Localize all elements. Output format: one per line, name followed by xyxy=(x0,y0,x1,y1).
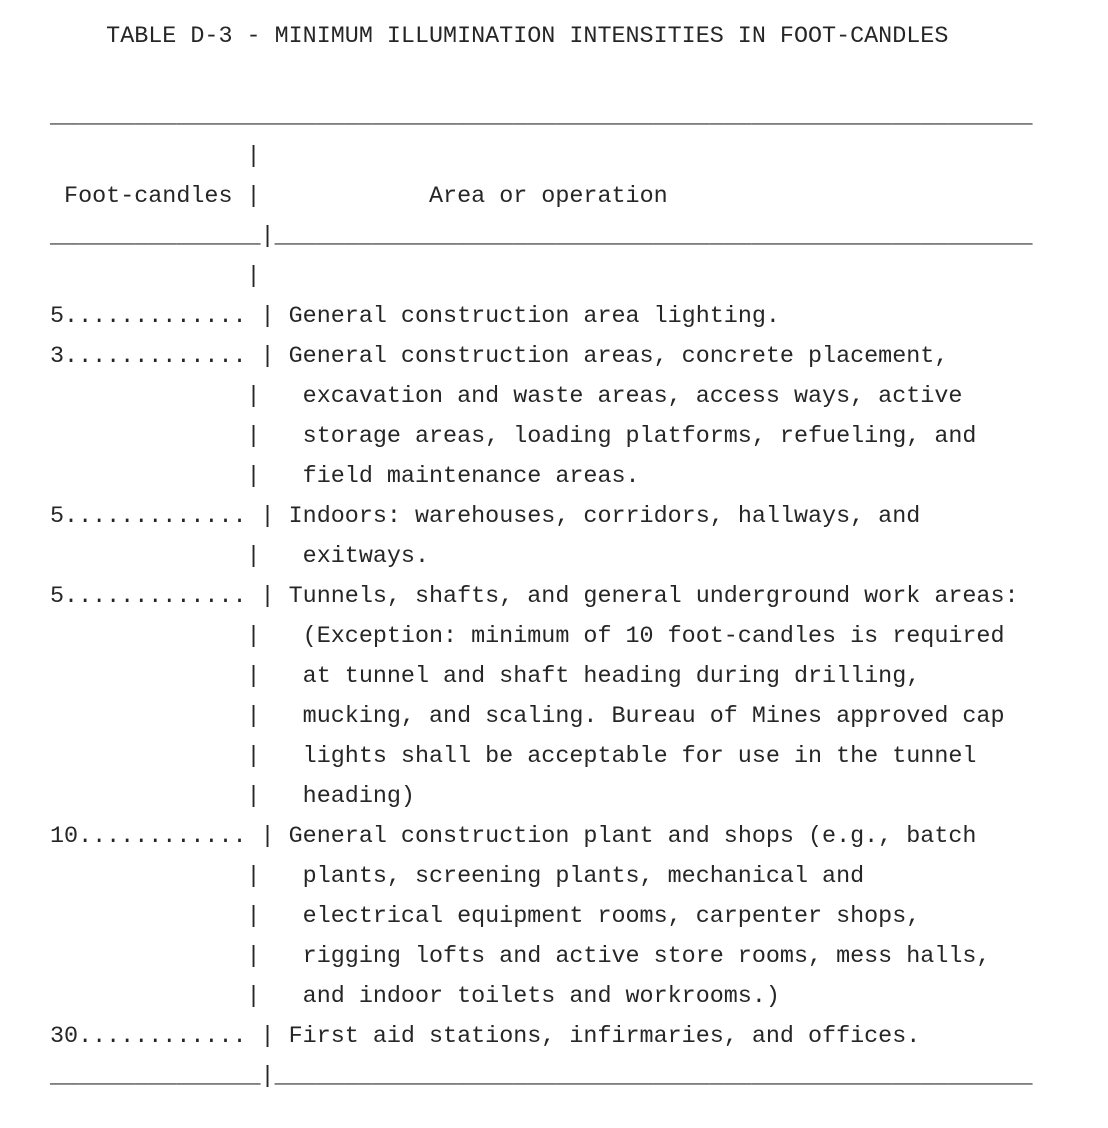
table-row xyxy=(50,1017,1033,1057)
table-row-continuation xyxy=(50,857,1033,897)
table-row-continuation xyxy=(50,897,1033,937)
area-text: Tunnels, shafts, and general underground work areas: xyxy=(288,584,1019,610)
table-row-continuation xyxy=(50,937,1033,977)
table-row-continuation xyxy=(50,617,1033,657)
area-text: at tunnel and shaft heading during drilling, xyxy=(302,664,921,690)
area-text: First aid stations, infirmaries, and offices. xyxy=(288,1024,921,1050)
column-divider: | xyxy=(50,784,303,810)
column-divider: | xyxy=(50,424,303,450)
column-divider: | xyxy=(50,264,261,290)
column-divider: | xyxy=(246,344,289,370)
area-text: Indoors: warehouses, corridors, hallways, and xyxy=(288,504,921,530)
column-divider: | xyxy=(50,864,303,890)
table-row-continuation xyxy=(50,537,1033,577)
area-text: (Exception: minimum of 10 foot-candles is required xyxy=(302,624,1005,650)
area-text: rigging lofts and active store rooms, mess halls, xyxy=(302,944,991,970)
column-divider: | xyxy=(50,744,303,770)
column-divider: | xyxy=(50,384,303,410)
area-text: field maintenance areas. xyxy=(302,464,640,490)
column-divider: | xyxy=(246,584,289,610)
area-text: mucking, and scaling. Bureau of Mines approved cap xyxy=(302,704,1005,730)
column-divider: | xyxy=(246,824,289,850)
foot-candles-value: 10............ xyxy=(50,824,247,850)
table-row-continuation xyxy=(50,657,1033,697)
area-text: and indoor toilets and workrooms.) xyxy=(302,984,780,1010)
title-indent xyxy=(50,24,106,50)
column-header-foot-candles: Foot-candles xyxy=(64,184,233,210)
table-title-text: TABLE D-3 - MINIMUM ILLUMINATION INTENSITIES IN FOOT-CANDLES xyxy=(106,24,949,50)
table-rule-bottom xyxy=(50,1057,1033,1097)
column-divider: | xyxy=(50,624,303,650)
area-text: General construction areas, concrete placement, xyxy=(288,344,949,370)
horizontal-rule: ______________________________________________________________________ xyxy=(50,104,1033,130)
table-row-continuation xyxy=(50,417,1033,457)
blank-line xyxy=(50,57,1033,97)
area-text: excavation and waste areas, access ways, active xyxy=(302,384,963,410)
table-row xyxy=(50,337,1033,377)
column-divider: | xyxy=(50,464,303,490)
area-text: heading) xyxy=(302,784,415,810)
table-rule-mid xyxy=(50,217,1033,257)
table-row xyxy=(50,577,1033,617)
column-divider: | xyxy=(232,184,430,210)
horizontal-rule: _______________|______________________________________________________ xyxy=(50,1064,1033,1090)
column-divider: | xyxy=(246,504,289,530)
table-row xyxy=(50,817,1033,857)
horizontal-rule: _______________|______________________________________________________ xyxy=(50,224,1033,250)
column-divider: | xyxy=(50,984,303,1010)
area-text: lights shall be acceptable for use in the tunnel xyxy=(302,744,977,770)
table-title xyxy=(50,17,1033,57)
area-text: plants, screening plants, mechanical and xyxy=(302,864,865,890)
foot-candles-value: 5............. xyxy=(50,304,247,330)
column-header-area: Area or operation xyxy=(429,184,668,210)
area-text: exitways. xyxy=(302,544,430,570)
column-divider: | xyxy=(50,544,303,570)
table-row-continuation xyxy=(50,977,1033,1017)
area-text: storage areas, loading platforms, refueling, and xyxy=(302,424,977,450)
table-row-continuation xyxy=(50,377,1033,417)
foot-candles-value: 3............. xyxy=(50,344,247,370)
area-text: electrical equipment rooms, carpenter shops, xyxy=(302,904,921,930)
table-row-continuation xyxy=(50,777,1033,817)
table-rule-top xyxy=(50,97,1033,137)
header-spacer-line xyxy=(50,137,1033,177)
table-row-continuation xyxy=(50,697,1033,737)
illumination-intensities-table xyxy=(50,17,1033,1097)
column-divider: | xyxy=(246,1024,289,1050)
table-row-continuation xyxy=(50,457,1033,497)
body-spacer-line xyxy=(50,257,1033,297)
table-row xyxy=(50,297,1033,337)
table-row xyxy=(50,497,1033,537)
column-divider: | xyxy=(50,944,303,970)
area-text: General construction plant and shops (e.g., batch xyxy=(288,824,977,850)
column-divider: | xyxy=(50,904,303,930)
column-divider: | xyxy=(50,144,261,170)
table-row-continuation xyxy=(50,737,1033,777)
foot-candles-value: 30............ xyxy=(50,1024,247,1050)
column-divider: | xyxy=(50,704,303,730)
column-divider: | xyxy=(50,664,303,690)
foot-candles-value: 5............. xyxy=(50,584,247,610)
column-divider: | xyxy=(246,304,289,330)
header-indent xyxy=(50,184,64,210)
table-header-row xyxy=(50,177,1033,217)
foot-candles-value: 5............. xyxy=(50,504,247,530)
area-text: General construction area lighting. xyxy=(288,304,780,330)
